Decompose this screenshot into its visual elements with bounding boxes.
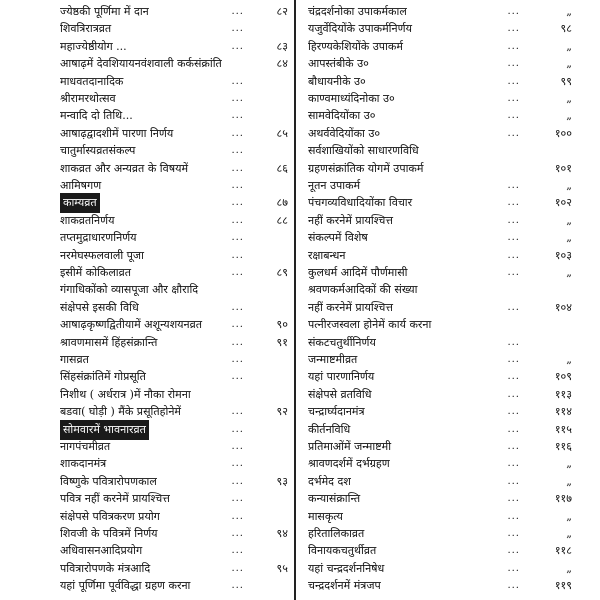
entry-title: कन्यासंक्रान्ति (308, 492, 361, 506)
leader-dots: ... (231, 180, 244, 191)
page-number: १०९ (554, 370, 572, 384)
entry-title: नहीं करनेमें प्रायश्चित्त (308, 213, 394, 227)
entry-title: बडवा( घोड़ी ) मैंके प्रसूतिहोनेमें (60, 405, 181, 419)
entry-title: माधवतदानादिक (60, 74, 124, 88)
page-number: ११९ (554, 579, 572, 593)
leader-dots: ... (231, 40, 244, 52)
leader-dots: ... (507, 75, 520, 87)
leader-dots: ... (231, 267, 244, 278)
leader-dots: ... (231, 580, 244, 592)
entry-title: पत्नीरजस्वला होनेमें कार्य करना (308, 318, 432, 332)
page-number: ९८ (560, 22, 572, 36)
entry-title: मन्वादि दो तिथि... (60, 109, 133, 123)
page-number: „ (566, 5, 572, 18)
page-number: ८३ (276, 39, 288, 53)
entry-title: विष्णुके पवित्रारोपणकाल (60, 474, 157, 488)
entry-title: आषाढ़कृष्णद्वितीयामें अशून्यशयनव्रत (60, 318, 203, 332)
entry-title: जन्माष्टमीव्रत (308, 353, 358, 366)
leader-dots: ... (231, 93, 244, 104)
entry-title: नूतन उपाकर्म (308, 179, 361, 192)
leader-dots: ... (507, 354, 520, 365)
leader-dots: ... (231, 232, 244, 244)
entry-title: शिवजी के पवित्रमें निर्णय (60, 527, 158, 540)
entry-title: चंद्रदर्शनोका उपाकर्मकाल (308, 5, 407, 18)
column-divider (294, 0, 296, 600)
page-number: ११६ (554, 440, 572, 453)
page-number: „ (566, 231, 572, 245)
entry-title: सामवेदियोंका उ० (308, 109, 376, 123)
entry-title: शाकव्रतनिर्णय (60, 213, 115, 227)
leader-dots: ... (231, 423, 244, 435)
leader-dots: ... (231, 75, 244, 87)
page-number: ९३ (276, 474, 288, 488)
leader-dots: ... (507, 580, 520, 592)
entry-title: दर्भमेद दश (308, 474, 351, 488)
page-number: ८६ (276, 161, 288, 175)
entry-title: अधिवासनआदिप्रयोग (60, 544, 143, 558)
page-number: „ (566, 474, 572, 488)
leader-dots: ... (231, 301, 244, 313)
entry-title: बौधायनीके उ० (308, 74, 366, 88)
entry-title: आमिषगण (60, 179, 102, 192)
entry-title: सोमवारमें भावनारव्रत (60, 420, 149, 440)
page-number: ११७ (554, 492, 572, 506)
page-number: ११४ (554, 405, 572, 419)
page-number: ९२ (276, 405, 288, 419)
leader-dots: ... (231, 336, 244, 348)
entry-title: आषाढ़में देवशियायनवंशवाली कर्कसंक्रांति (60, 57, 222, 71)
entry-title: निशीथ ( अर्धरात्र )में नौका रोमना (60, 387, 191, 401)
page-number: „ (566, 39, 572, 53)
leader-dots: ... (507, 23, 520, 35)
entry-title: पंचगव्यविधादियोंका विचार (308, 196, 413, 210)
entry-title: यहां पूर्णिमा पूर्वविद्धा ग्रहण करना (60, 579, 191, 593)
leader-dots: ... (507, 441, 520, 452)
leader-dots: ... (507, 475, 520, 487)
page-number: १०४ (554, 300, 572, 314)
entry-title: यहां पारणानिर्णय (308, 370, 375, 384)
leader-dots: ... (231, 127, 244, 139)
leader-dots: ... (231, 354, 244, 365)
entry-title: नहीं करनेमें प्रायश्चित्त (308, 300, 394, 314)
page-number: ८५ (276, 126, 288, 140)
leader-dots: ... (507, 301, 520, 313)
leader-dots: ... (231, 371, 244, 383)
entry-title: महाज्येष्ठीयोग ... (60, 39, 127, 53)
leader-dots: ... (231, 562, 244, 574)
index-entry (58, 576, 290, 596)
entry-title: चन्द्रार्घ्यदानमंत्र (308, 405, 365, 419)
leader-dots: ... (507, 371, 520, 383)
entry-title: इसीमें कोकिलाव्रत (60, 266, 132, 279)
leader-dots: ... (231, 214, 244, 226)
page-number: „ (566, 266, 572, 279)
page-number: १०० (554, 126, 572, 140)
leader-dots: ... (231, 475, 244, 487)
index-entry (306, 576, 572, 596)
leader-dots: ... (231, 545, 244, 557)
entry-title: हरितालिकाव्रत (308, 527, 365, 540)
leader-dots: ... (231, 249, 244, 261)
entry-title: श्रावणमासमें हिंहसंक्रान्ति (60, 335, 158, 349)
entry-title: संकटचतुर्थीनिर्णय (308, 335, 376, 349)
entry-title: ग्रहणसंक्रांतिक योगमें उपाकर्म (308, 161, 424, 175)
page-number: ८९ (276, 266, 288, 279)
leader-dots: ... (507, 336, 520, 348)
leader-dots: ... (507, 93, 520, 104)
leader-dots: ... (507, 58, 520, 70)
leader-dots: ... (507, 110, 520, 122)
leader-dots: ... (507, 197, 520, 209)
entry-title: तप्तमुद्राधारणनिर्णय (60, 231, 137, 245)
entry-title: श्रवणकर्मआदिकों की संख्या (308, 283, 418, 297)
leader-dots: ... (231, 493, 244, 505)
page-number: ९५ (276, 561, 288, 575)
leader-dots: ... (507, 406, 520, 418)
entry-title: ज्येष्ठकी पूर्णिमा में दान (60, 5, 149, 18)
leader-dots: ... (231, 406, 244, 418)
leader-dots: ... (231, 319, 244, 331)
entry-title: काण्वमाध्यंदिनोका उ० (308, 92, 395, 105)
leader-dots: ... (231, 23, 244, 35)
leader-dots: ... (507, 545, 520, 557)
entry-title: आषाढ़द्वादशीमें पारणा निर्णय (60, 126, 174, 140)
entry-title: संकल्पमें विशेष (308, 231, 368, 245)
entry-title: गंगाधिकोंको व्यासपूजा और क्षौरादि (60, 283, 199, 297)
entry-title: चन्द्रदर्शनमें मंत्रजप (308, 579, 381, 593)
entry-title: काम्यव्रत (60, 193, 100, 213)
entry-title: हिरण्यकेशियोंके उपाकर्म (308, 39, 403, 53)
page-number: „ (566, 92, 572, 105)
entry-title: रक्षाबन्धन (308, 248, 346, 262)
entry-title: पवित्रारोपणके मंत्रआदि (60, 561, 151, 575)
leader-dots: ... (507, 127, 520, 139)
page-number: ११५ (554, 422, 572, 436)
entry-title: श्रावणदर्शमें दर्भग्रहण (308, 457, 390, 471)
entry-title: यहां चन्द्रदर्शननिषेध (308, 561, 385, 575)
page-number: „ (566, 213, 572, 227)
page-number: „ (566, 527, 572, 540)
entry-title: प्रतिमाओंमें जन्माष्टमी (308, 440, 392, 453)
leader-dots: ... (507, 249, 520, 261)
entry-title: विनायकचतुर्थीव्रत (308, 544, 377, 558)
entry-title: चातुर्मास्यव्रतसंकल्प (60, 144, 136, 158)
entry-title: गासव्रत (60, 353, 89, 366)
entry-title: संक्षेपसे व्रतविधि (308, 387, 372, 401)
right-index-column (306, 0, 572, 600)
page-number: १०३ (554, 248, 572, 262)
leader-dots: ... (507, 232, 520, 244)
page-number: ११३ (554, 387, 572, 401)
page-number: „ (566, 509, 572, 523)
leader-dots: ... (507, 423, 520, 435)
page-number: „ (566, 561, 572, 575)
entry-title: अथर्ववेदियोंका उ० (308, 126, 381, 140)
page-number: ९९ (560, 74, 572, 88)
leader-dots: ... (231, 510, 244, 522)
page-number: १०२ (554, 196, 572, 210)
leader-dots: ... (507, 388, 520, 400)
entry-title: सर्वशाखियोंको साधारणविधि (308, 144, 419, 158)
page-number: ८४ (276, 57, 288, 71)
entry-title: शाकव्रत और अन्यव्रत के विषयमें (60, 161, 189, 175)
page-number: ८८ (276, 213, 288, 227)
page-number: १०१ (554, 161, 572, 175)
page-number: „ (566, 353, 572, 366)
entry-title: आपस्तंबीके उ० (308, 57, 369, 71)
entry-title: मासकृत्य (308, 509, 343, 523)
entry-title: पवित्र नहीं करनेमें प्रायश्चित्त (60, 492, 170, 506)
leader-dots: ... (231, 197, 244, 209)
leader-dots: ... (507, 562, 520, 574)
leader-dots: ... (507, 6, 520, 17)
entry-title: यजुर्वेदियोंके उपाकर्मनिर्णय (308, 22, 412, 36)
entry-title: नरमेघस्फलवाली पूजा (60, 248, 144, 262)
page-number: „ (566, 109, 572, 123)
leader-dots: ... (507, 458, 520, 470)
page-number: ८७ (276, 196, 288, 210)
leader-dots: ... (507, 214, 520, 226)
entry-title: सिंहसंक्रांतिमें गोप्रसूति (60, 370, 146, 384)
page-number: ९४ (276, 527, 288, 540)
leader-dots: ... (231, 110, 244, 122)
left-index-column (58, 0, 290, 600)
leader-dots: ... (231, 441, 244, 452)
entry-title: श्रीरामरथोत्सव (60, 92, 116, 105)
entry-title: शिवत्रिरात्रव्रत (60, 22, 112, 36)
entry-title: नागपंचमीव्रत (60, 440, 111, 453)
leader-dots: ... (507, 510, 520, 522)
entry-title: कीर्तनविधि (308, 422, 351, 436)
leader-dots: ... (507, 40, 520, 52)
page-number: ११८ (554, 544, 572, 558)
leader-dots: ... (507, 180, 520, 191)
page-number: ८२ (276, 5, 288, 18)
leader-dots: ... (507, 267, 520, 278)
leader-dots: ... (231, 6, 244, 17)
leader-dots: ... (231, 162, 244, 174)
entry-title: संक्षेपसे पवित्रकरण प्रयोग (60, 509, 160, 523)
entry-title: कुलधर्म आदिमें पौर्णमासी (308, 266, 408, 279)
entry-title: शाकदानमंत्र (60, 457, 107, 471)
page-number: „ (566, 57, 572, 71)
leader-dots: ... (231, 528, 244, 539)
leader-dots: ... (507, 528, 520, 539)
leader-dots: ... (231, 458, 244, 470)
page-number: „ (566, 179, 572, 192)
page-number: ९० (276, 318, 288, 332)
entry-title: संक्षेपसे इसकी विधि (60, 300, 139, 314)
leader-dots: ... (507, 493, 520, 505)
leader-dots: ... (231, 145, 244, 157)
page-number: ९१ (276, 335, 288, 349)
page-number: „ (566, 457, 572, 471)
